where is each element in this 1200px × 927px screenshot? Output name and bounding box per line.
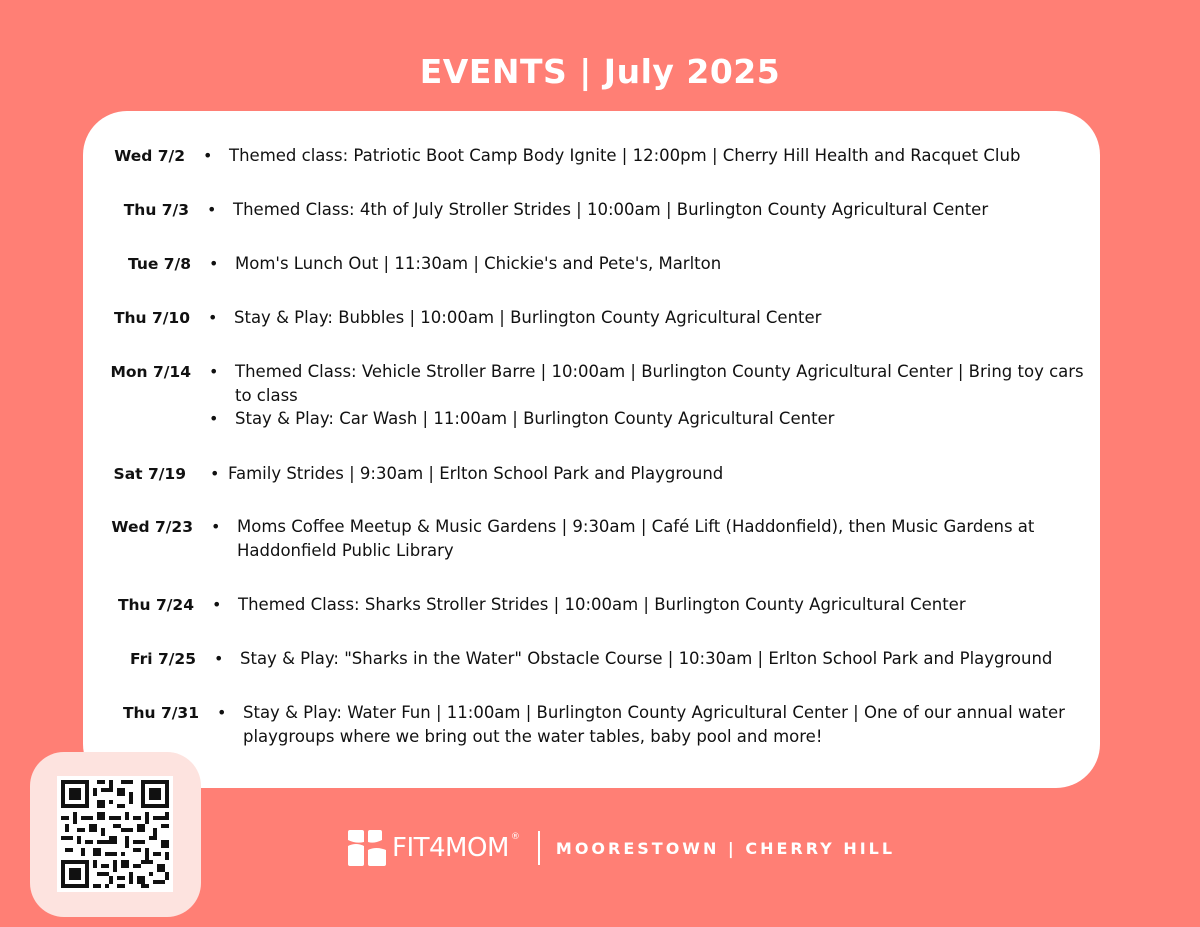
event-list [210,462,1123,486]
event-date: Thu 7/3 [123,201,189,219]
event-date: Thu 7/10 [113,309,190,327]
brand-divider [538,831,540,865]
event-row [83,252,1123,276]
event-row [83,515,1123,562]
event-date: Fri 7/25 [130,650,196,668]
event-row [83,198,1123,222]
event-row [83,593,1123,617]
event-row [83,462,1123,486]
event-date: Sat 7/19 [113,465,186,483]
event-item: • Stay & Play: Car Wash | 11:00am | Burlington County Agricultural Center [209,409,835,428]
event-item: • Themed class: Patriotic Boot Camp Body Ignite | 12:00pm | Cherry Hill Health and Racquet Club [203,146,1021,165]
event-list [211,515,1123,562]
event-date: Thu 7/24 [117,596,194,614]
event-item: • Stay & Play: Bubbles | 10:00am | Burlington County Agricultural Center [208,308,822,327]
event-row [83,647,1123,671]
event-item: • Stay & Play: "Sharks in the Water" Obstacle Course | 10:30am | Erlton School Park and Playground [214,649,1053,668]
event-item: • Themed Class: 4th of July Stroller Strides | 10:00am | Burlington County Agricultural Center [207,200,989,219]
event-item: • Moms Coffee Meetup & Music Gardens | 9:30am | Café Lift (Haddonfield), then Music Gardens at Haddonfield Public Library [211,517,1035,560]
event-row [83,306,1123,330]
brand-name: FIT4MOM [392,833,509,863]
event-item: • Family Strides | 9:30am | Erlton School Park and Playground [210,464,724,483]
brand-location: MOORESTOWN | CHERRY HILL [555,838,896,858]
page-title: EVENTS | July 2025 [419,52,781,91]
event-item: • Mom's Lunch Out | 11:30am | Chickie's and Pete's, Marlton [209,254,722,273]
event-item: • Themed Class: Vehicle Stroller Barre | 10:00am | Burlington County Agricultural Center | Bring toy cars to class [209,362,1084,405]
event-date: Wed 7/23 [111,518,193,536]
flower-petals-icon [346,828,388,868]
qr-code-icon[interactable] [57,776,173,892]
event-date: Mon 7/14 [110,363,191,381]
event-list [209,252,1123,276]
qr-panel [30,752,201,917]
event-row [83,144,1123,168]
brand-logo [346,826,895,870]
events-card [83,111,1100,788]
event-list [217,701,1123,748]
event-item: • Stay & Play: Water Fun | 11:00am | Burlington County Agricultural Center | One of our annual water playgroups where we bring out the water tables, baby pool and more! [217,703,1065,746]
event-row [83,701,1123,748]
event-list [207,198,1123,222]
event-list [209,360,1123,431]
event-list [214,647,1123,671]
event-date: Tue 7/8 [127,255,191,273]
event-row [83,360,1123,431]
event-list [203,144,1123,168]
trademark-mark: ® [510,832,520,842]
event-date: Thu 7/31 [122,704,199,722]
event-list [208,306,1123,330]
event-item: • Themed Class: Sharks Stroller Strides | 10:00am | Burlington County Agricultural Center [212,595,966,614]
event-list [212,593,1123,617]
event-date: Wed 7/2 [114,147,185,165]
